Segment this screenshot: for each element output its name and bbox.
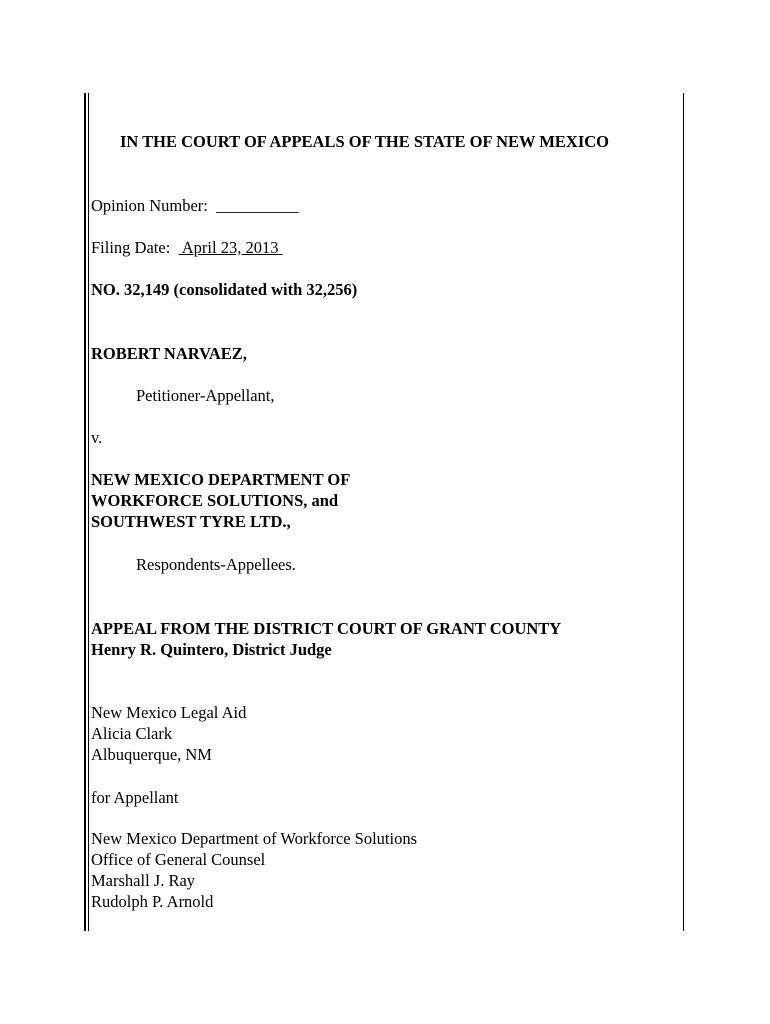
counsel-line: Office of General Counsel: [91, 850, 266, 869]
filing-date-line: [91, 237, 283, 258]
counsel-line: Marshall J. Ray: [91, 871, 196, 890]
district-judge: Henry R. Quintero, District Judge: [91, 640, 332, 659]
versus: v.: [91, 428, 103, 447]
counsel-line: New Mexico Department of Workforce Solutions: [91, 829, 417, 848]
petitioner-role: Petitioner-Appellant,: [136, 386, 275, 405]
left-margin-rule: [84, 93, 86, 931]
appeal-from: APPEAL FROM THE DISTRICT COURT OF GRANT COUNTY: [91, 619, 562, 638]
right-margin-rule: [683, 93, 684, 931]
opinion-number-line: [91, 195, 299, 216]
counsel-line: Alicia Clark: [91, 724, 173, 743]
petitioner-name: ROBERT NARVAEZ,: [91, 344, 247, 363]
for-appellant: for Appellant: [91, 788, 179, 807]
filing-date-value: April 23, 2013: [178, 238, 283, 257]
opinion-number-value: __________: [216, 196, 299, 215]
opinion-number-label: Opinion Number:: [91, 196, 208, 215]
counsel-line: Rudolph P. Arnold: [91, 892, 214, 911]
filing-date-label: Filing Date:: [91, 238, 171, 257]
case-number: NO. 32,149 (consolidated with 32,256): [91, 280, 358, 299]
respondent-line: SOUTHWEST TYRE LTD.,: [91, 512, 291, 531]
respondent-line: NEW MEXICO DEPARTMENT OF: [91, 470, 351, 489]
counsel-line: Albuquerque, NM: [91, 745, 212, 764]
respondent-role: Respondents-Appellees.: [136, 555, 296, 574]
counsel-line: New Mexico Legal Aid: [91, 703, 247, 722]
court-heading: IN THE COURT OF APPEALS OF THE STATE OF NEW MEXICO: [120, 132, 610, 151]
respondent-line: WORKFORCE SOLUTIONS, and: [91, 491, 339, 510]
left-margin-rule-inner: [88, 93, 89, 931]
